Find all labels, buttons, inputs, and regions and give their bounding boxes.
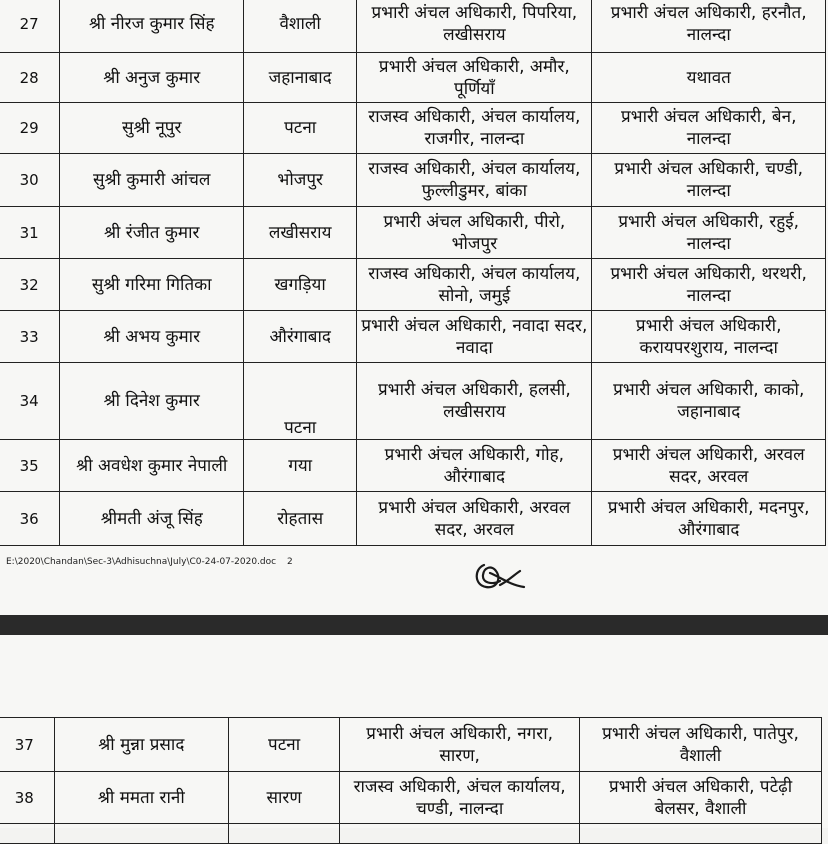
table-row [0,259,826,311]
officer-name: श्री अनुज कुमार [60,53,244,103]
current-posting: प्रभारी अंचल अधिकारी, नवादा सदर, नवादा [357,311,592,363]
current-posting: प्रभारी अंचल अधिकारी, पीरो, भोजपुर [357,207,592,259]
table-row [0,207,826,259]
new-posting: प्रभारी अंचल अधिकारी, रहुई, नालन्दा [592,207,826,259]
serial-number: 35 [0,440,60,492]
new-posting: प्रभारी अंचल अधिकारी, काको, जहानाबाद [592,363,826,440]
table-row [0,311,826,363]
new-posting: प्रभारी अंचल अधिकारी, थरथरी, नालन्दा [592,259,826,311]
current-posting: प्रभारी अंचल अधिकारी, अरवल सदर, अरवल [357,492,592,546]
officer-name: सुश्री गरिमा गितिका [60,259,244,311]
officer-name: श्रीमती अंजू सिंह [60,492,244,546]
home-district: पटना [244,103,357,154]
home-district: भोजपुर [244,154,357,207]
table-row [0,772,822,824]
new-posting: प्रभारी अंचल अधिकारी, चण्डी, नालन्दा [592,154,826,207]
table-row [0,363,826,440]
new-posting: प्रभारी अंचल अधिकारी, मदनपुर, औरंगाबाद [592,492,826,546]
current-posting: प्रभारी अंचल अधिकारी, नगरा, सारण, [340,718,580,772]
officer-name: श्री अवधेश कुमार नेपाली [60,440,244,492]
officer-name: सुश्री कुमारी आंचल [60,154,244,207]
serial-number: 29 [0,103,60,154]
officer-name: सुश्री नूपुर [60,103,244,154]
officer-name: श्री मुन्ना प्रसाद [54,718,228,772]
officer-name: श्री रंजीत कुमार [60,207,244,259]
current-posting: राजस्व अधिकारी, अंचल कार्यालय, सोनो, जमुई [357,259,592,311]
officer-name: श्री ममता रानी [54,772,228,824]
home-district: जहानाबाद [244,53,357,103]
officer-name: श्री दिनेश कुमार [60,363,244,440]
current-posting: राजस्व अधिकारी, अंचल कार्यालय, चण्डी, नालन्दा [340,772,580,824]
serial-number: 36 [0,492,60,546]
table-row [0,103,826,154]
serial-number: 27 [0,0,60,53]
table-row-partial [0,824,822,844]
new-posting: प्रभारी अंचल अधिकारी, बेन, नालन्दा [592,103,826,154]
table-row [0,154,826,207]
home-district: सारण [229,772,340,824]
table-row [0,718,822,772]
new-posting: प्रभारी अंचल अधिकारी, अरवल सदर, अरवल [592,440,826,492]
current-posting: प्रभारी अंचल अधिकारी, हलसी, लखीसराय [357,363,592,440]
home-district: लखीसराय [244,207,357,259]
serial-number: 33 [0,311,60,363]
new-posting: प्रभारी अंचल अधिकारी, हरनौत, नालन्दा [592,0,826,53]
table-row [0,0,826,53]
home-district: गया [244,440,357,492]
officer-name: श्री अभय कुमार [60,311,244,363]
new-posting: प्रभारी अंचल अधिकारी, पटेढ़ी बेलसर, वैशाली [580,772,822,824]
transfer-table-page-2 [0,717,822,844]
table-row [0,53,826,103]
home-district: पटना [244,363,357,440]
home-district: खगड़िया [244,259,357,311]
serial-number: 32 [0,259,60,311]
home-district: पटना [229,718,340,772]
current-posting: प्रभारी अंचल अधिकारी, पिपरिया, लखीसराय [357,0,592,53]
document-page-2 [0,635,828,828]
signature-mark [470,555,530,595]
current-posting: राजस्व अधिकारी, अंचल कार्यालय, फुल्लीडुमर, बांका [357,154,592,207]
serial-number: 38 [0,772,54,824]
file-path: E:\2020\Chandan\Sec-3\Adhisuchna\July\C0-24-07-2020.doc [6,557,277,567]
officer-name: श्री नीरज कुमार सिंह [60,0,244,53]
page-separator [0,615,828,635]
current-posting: राजस्व अधिकारी, अंचल कार्यालय, राजगीर, नालन्दा [357,103,592,154]
serial-number: 34 [0,363,60,440]
table-row [0,440,826,492]
home-district: वैशाली [244,0,357,53]
serial-number: 37 [0,718,54,772]
home-district: औरंगाबाद [244,311,357,363]
table-row [0,492,826,546]
document-footer [6,557,293,567]
new-posting: यथावत [592,53,826,103]
current-posting: प्रभारी अंचल अधिकारी, गोह, औरंगाबाद [357,440,592,492]
serial-number: 30 [0,154,60,207]
current-posting: प्रभारी अंचल अधिकारी, अमौर, पूर्णियाँ [357,53,592,103]
new-posting: प्रभारी अंचल अधिकारी, पातेपुर, वैशाली [580,718,822,772]
home-district: रोहतास [244,492,357,546]
serial-number: 31 [0,207,60,259]
serial-number: 28 [0,53,60,103]
new-posting: प्रभारी अंचल अधिकारी, करायपरशुराय, नालन्दा [592,311,826,363]
page-number: 2 [286,557,293,567]
